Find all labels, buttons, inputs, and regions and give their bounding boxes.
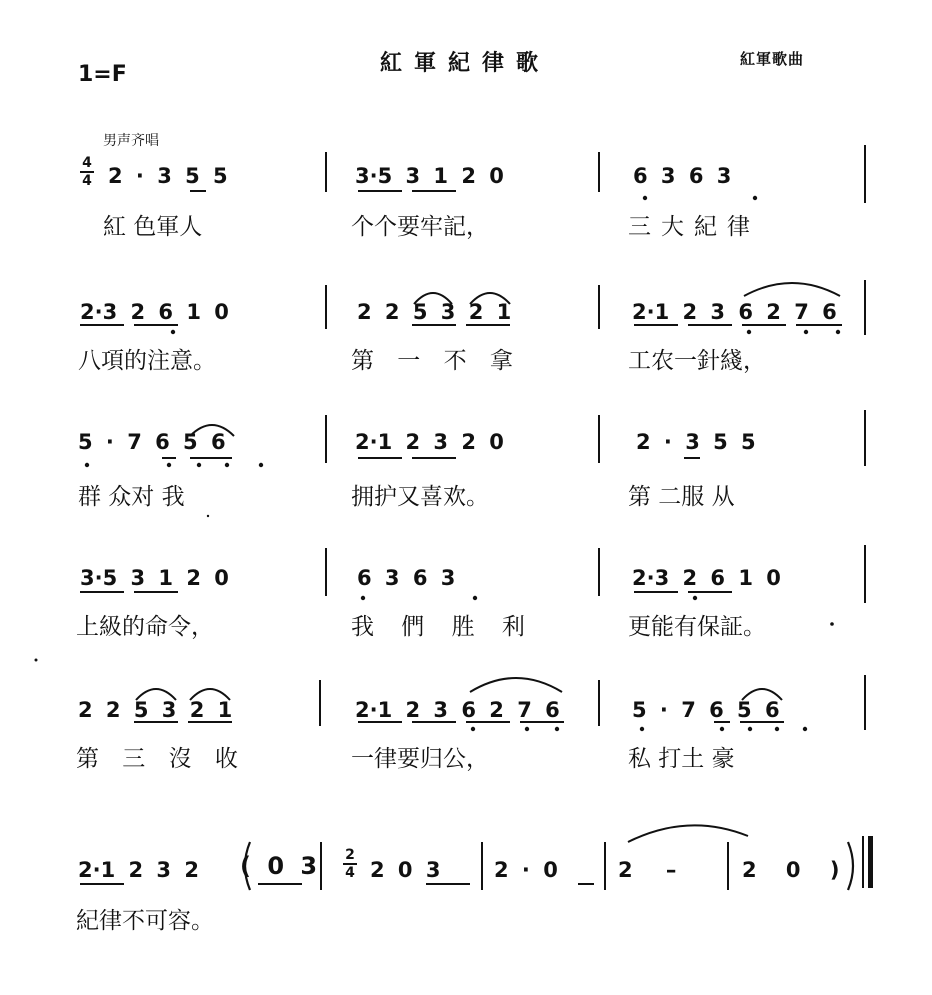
notes-s4-m2: 6 3 6 3 xyxy=(357,566,456,590)
notes-s3-m1: 5 · 7 6 5 6 xyxy=(78,430,226,454)
song-title: 紅軍紀律歌 xyxy=(380,51,551,76)
lyrics-s5-m2: 一律要归公， xyxy=(351,746,489,772)
notes-s6-m2: ( 0 3 xyxy=(240,852,318,880)
notes-s4-m1: 3·5 3 1 2 0 xyxy=(80,566,229,590)
lyrics-s6-m1: 紀律不可容。 xyxy=(76,908,214,934)
notes-s2-m1: 2·3 2 6 1 0 xyxy=(80,300,229,324)
time-signature-numerator: 4 xyxy=(82,155,92,171)
time-signature-denominator: 4 xyxy=(345,865,355,881)
lyrics-s4-m2: 我 們 胜 利 xyxy=(351,614,535,640)
lyrics-s1-m1: 紅 色軍人 xyxy=(103,214,203,240)
notes-s6-m6: 2 0 ) xyxy=(742,858,840,882)
performance-note: 男声齐唱 xyxy=(103,133,159,149)
notes-s1-m3: 6 3 6 3 xyxy=(633,164,732,188)
lyrics-s4-m1: 上級的命令， xyxy=(76,614,214,640)
notes-s2-m2: 2 2 5 3 2 1 xyxy=(357,300,512,324)
notes-s3-m2: 2·1 2 3 2 0 xyxy=(355,430,504,454)
notes-s6-m4: 2 · 0 xyxy=(494,858,558,882)
lyrics-s3-m3: 第 二服 从 xyxy=(628,484,735,510)
time-signature-denominator: 4 xyxy=(82,173,92,189)
lyrics-s3-m2: 拥护又喜欢。 xyxy=(351,484,489,510)
time-signature-numerator: 2 xyxy=(345,847,355,863)
lyrics-s2-m1: 八項的注意。 xyxy=(78,348,216,374)
lyrics-s2-m2: 第 一 不 拿 xyxy=(351,348,521,374)
lyrics-s1-m2: 个个要牢記， xyxy=(351,214,489,240)
notes-s5-m3: 5 · 7 6 5 6 xyxy=(632,698,780,722)
notes-s6-m1: 2·1 2 3 2 xyxy=(78,858,199,882)
lyrics-s5-m3: 私 打土 豪 xyxy=(628,746,735,772)
lyrics-s3-m1: 群 众对 我 xyxy=(78,484,185,510)
notes-s1-m2: 3·5 3 1 2 0 xyxy=(355,164,504,188)
lyrics-s5-m1: 第 三 沒 收 xyxy=(76,746,246,772)
lyrics-s1-m3: 三大紀律 xyxy=(628,214,760,240)
notes-s6-m3: 2 0 3 xyxy=(370,858,441,882)
lyrics-s2-m3: 工农一針綫， xyxy=(628,348,766,374)
notes-s1-m1: 2 · 3 5 5 xyxy=(108,164,228,188)
notes-s5-m1: 2 2 5 3 2 1 xyxy=(78,698,233,722)
notes-s2-m3: 2·1 2 3 6 2 7 6 xyxy=(632,300,837,324)
notes-s4-m3: 2·3 2 6 1 0 xyxy=(632,566,781,590)
lyrics-s4-m3: 更能有保証。 xyxy=(628,614,766,640)
song-source: 紅軍歌曲 xyxy=(740,50,805,68)
notes-s5-m2: 2·1 2 3 6 2 7 6 xyxy=(355,698,560,722)
notes-s3-m3: 2 · 3 5 5 xyxy=(636,430,756,454)
key-signature: 1=F xyxy=(78,62,127,87)
notes-s6-m5: 2 – xyxy=(618,858,677,882)
